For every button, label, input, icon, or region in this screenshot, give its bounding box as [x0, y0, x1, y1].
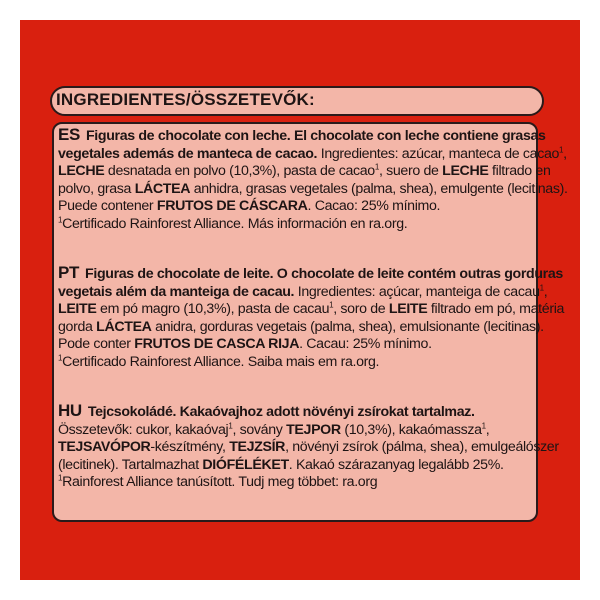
footnote-marker: 1 — [329, 300, 334, 310]
emphasis-text: LECHE — [442, 163, 489, 179]
text-run: , suero de — [378, 163, 443, 179]
language-code: HU — [58, 401, 82, 420]
ingredient-line — [58, 263, 563, 284]
text-run: Certificado Rainforest Alliance. Saiba mais em ra.org. — [62, 353, 380, 370]
text-run: . Cacao: 25% mínimo. — [307, 198, 441, 214]
text-run: polvo, grasa — [58, 180, 135, 197]
text-run: Ingredientes: azúcar, manteca de cacao — [317, 145, 560, 162]
footnote-marker: 1 — [374, 162, 379, 172]
text-run: Pode conter — [58, 336, 135, 352]
emphasis-text: LEITE — [388, 301, 428, 317]
ingredient-line — [58, 162, 551, 181]
text-run: Rainforest Alliance tanúsított. Tudj meg többet: ra.org — [62, 474, 378, 490]
footnote-marker: 1 — [539, 282, 544, 292]
ingredient-line — [58, 422, 528, 440]
ingredient-line — [58, 336, 528, 354]
emphasis-text: TEJSAVÓPOR — [58, 439, 151, 455]
text-run: . Cacau: 25% mínimo. — [299, 336, 432, 352]
ingredient-line — [58, 282, 548, 302]
text-run: (10,3%), kakaómassza — [340, 421, 482, 438]
emphasis-text: vegetais além da manteiga de cacau. — [58, 283, 295, 300]
text-run: Puede contener — [58, 198, 157, 214]
emphasis-text: vegetales además de manteca de cacao. — [58, 145, 318, 162]
language-code: ES — [58, 125, 80, 144]
ingredient-line — [58, 300, 565, 319]
ingredient-line — [58, 216, 528, 234]
text-run: . Kakaó szárazanyag legalább 25%. — [288, 456, 504, 473]
emphasis-text: Figuras de chocolate con leche. El chocolate con leche contiene grasas — [85, 128, 546, 144]
text-run: Ingredientes: açúcar, manteiga de cacau — [294, 283, 540, 300]
text-run: , — [485, 421, 490, 438]
footnote-marker: 1 — [58, 352, 63, 362]
footnote-marker: 1 — [58, 473, 63, 483]
footnote-marker: 1 — [228, 420, 233, 430]
section-es — [58, 125, 568, 233]
text-run: desnatada en polvo (10,3%), pasta de cacao — [104, 163, 375, 179]
ingredient-line — [58, 198, 528, 216]
emphasis-text: Figuras de chocolate de leite. O chocolate de leite contém outras gorduras — [85, 266, 563, 282]
emphasis-text: LÁCTEA — [96, 318, 152, 335]
text-run: , növényi zsírok (pálma, shea), emulgeálószer — [285, 439, 559, 455]
footnote-marker: 1 — [58, 214, 63, 224]
emphasis-text: FRUTOS DE CÁSCARA — [156, 198, 308, 214]
section-hu — [58, 401, 559, 492]
text-run: anidra, gorduras vegetais (palma, shea), emulsionante (lecitinas). — [151, 318, 544, 335]
ingredient-line — [58, 180, 568, 199]
text-run: filtrado em pó, matéria — [427, 301, 565, 317]
ingredient-line — [58, 144, 567, 164]
emphasis-text: DIÓFÉLÉKET — [202, 456, 289, 473]
footnote-marker: 1 — [481, 420, 486, 430]
emphasis-text: LÁCTEA — [134, 180, 191, 197]
text-run: anhidra, grasas vegetales (palma, shea), emulgente (lecitinas). — [190, 180, 568, 197]
ingredient-line — [58, 318, 544, 337]
ingredients-title: INGREDIENTES/ÖSSZETEVŐK: — [56, 90, 315, 109]
text-run: (lecitinek). Tartalmazhat — [58, 456, 203, 473]
text-run: , soro de — [333, 301, 389, 317]
emphasis-text: Tejcsokoládé. Kakaóvajhoz adott növényi zsírokat tartalmaz. — [87, 404, 475, 420]
text-run: -készítmény, — [150, 439, 230, 455]
text-run: , sovány — [232, 421, 287, 438]
emphasis-text: LEITE — [58, 301, 97, 317]
ingredient-line — [58, 474, 528, 492]
text-run: em pó magro (10,3%), pasta de cacau — [96, 301, 330, 317]
ingredient-line — [58, 125, 546, 146]
language-code: PT — [58, 263, 80, 282]
emphasis-text: TEJZSÍR — [229, 439, 286, 455]
emphasis-text: TEJPOR — [286, 421, 341, 438]
text-run: , — [563, 145, 567, 162]
footnote-marker: 1 — [559, 144, 564, 154]
emphasis-text: FRUTOS DE CASCA RIJA — [134, 336, 300, 352]
ingredient-line — [58, 354, 528, 372]
section-pt — [58, 263, 565, 371]
text-run: Összetevők: cukor, kakaóvaj — [58, 421, 229, 438]
text-run: gorda — [58, 318, 97, 335]
text-run: filtrado en — [488, 163, 551, 179]
text-run: Certificado Rainforest Alliance. Más información en ra.org. — [62, 215, 408, 232]
ingredient-line — [58, 457, 528, 475]
ingredient-line — [58, 402, 528, 422]
text-run: , — [543, 283, 548, 300]
emphasis-text: LECHE — [58, 163, 105, 179]
ingredient-line — [58, 439, 559, 457]
